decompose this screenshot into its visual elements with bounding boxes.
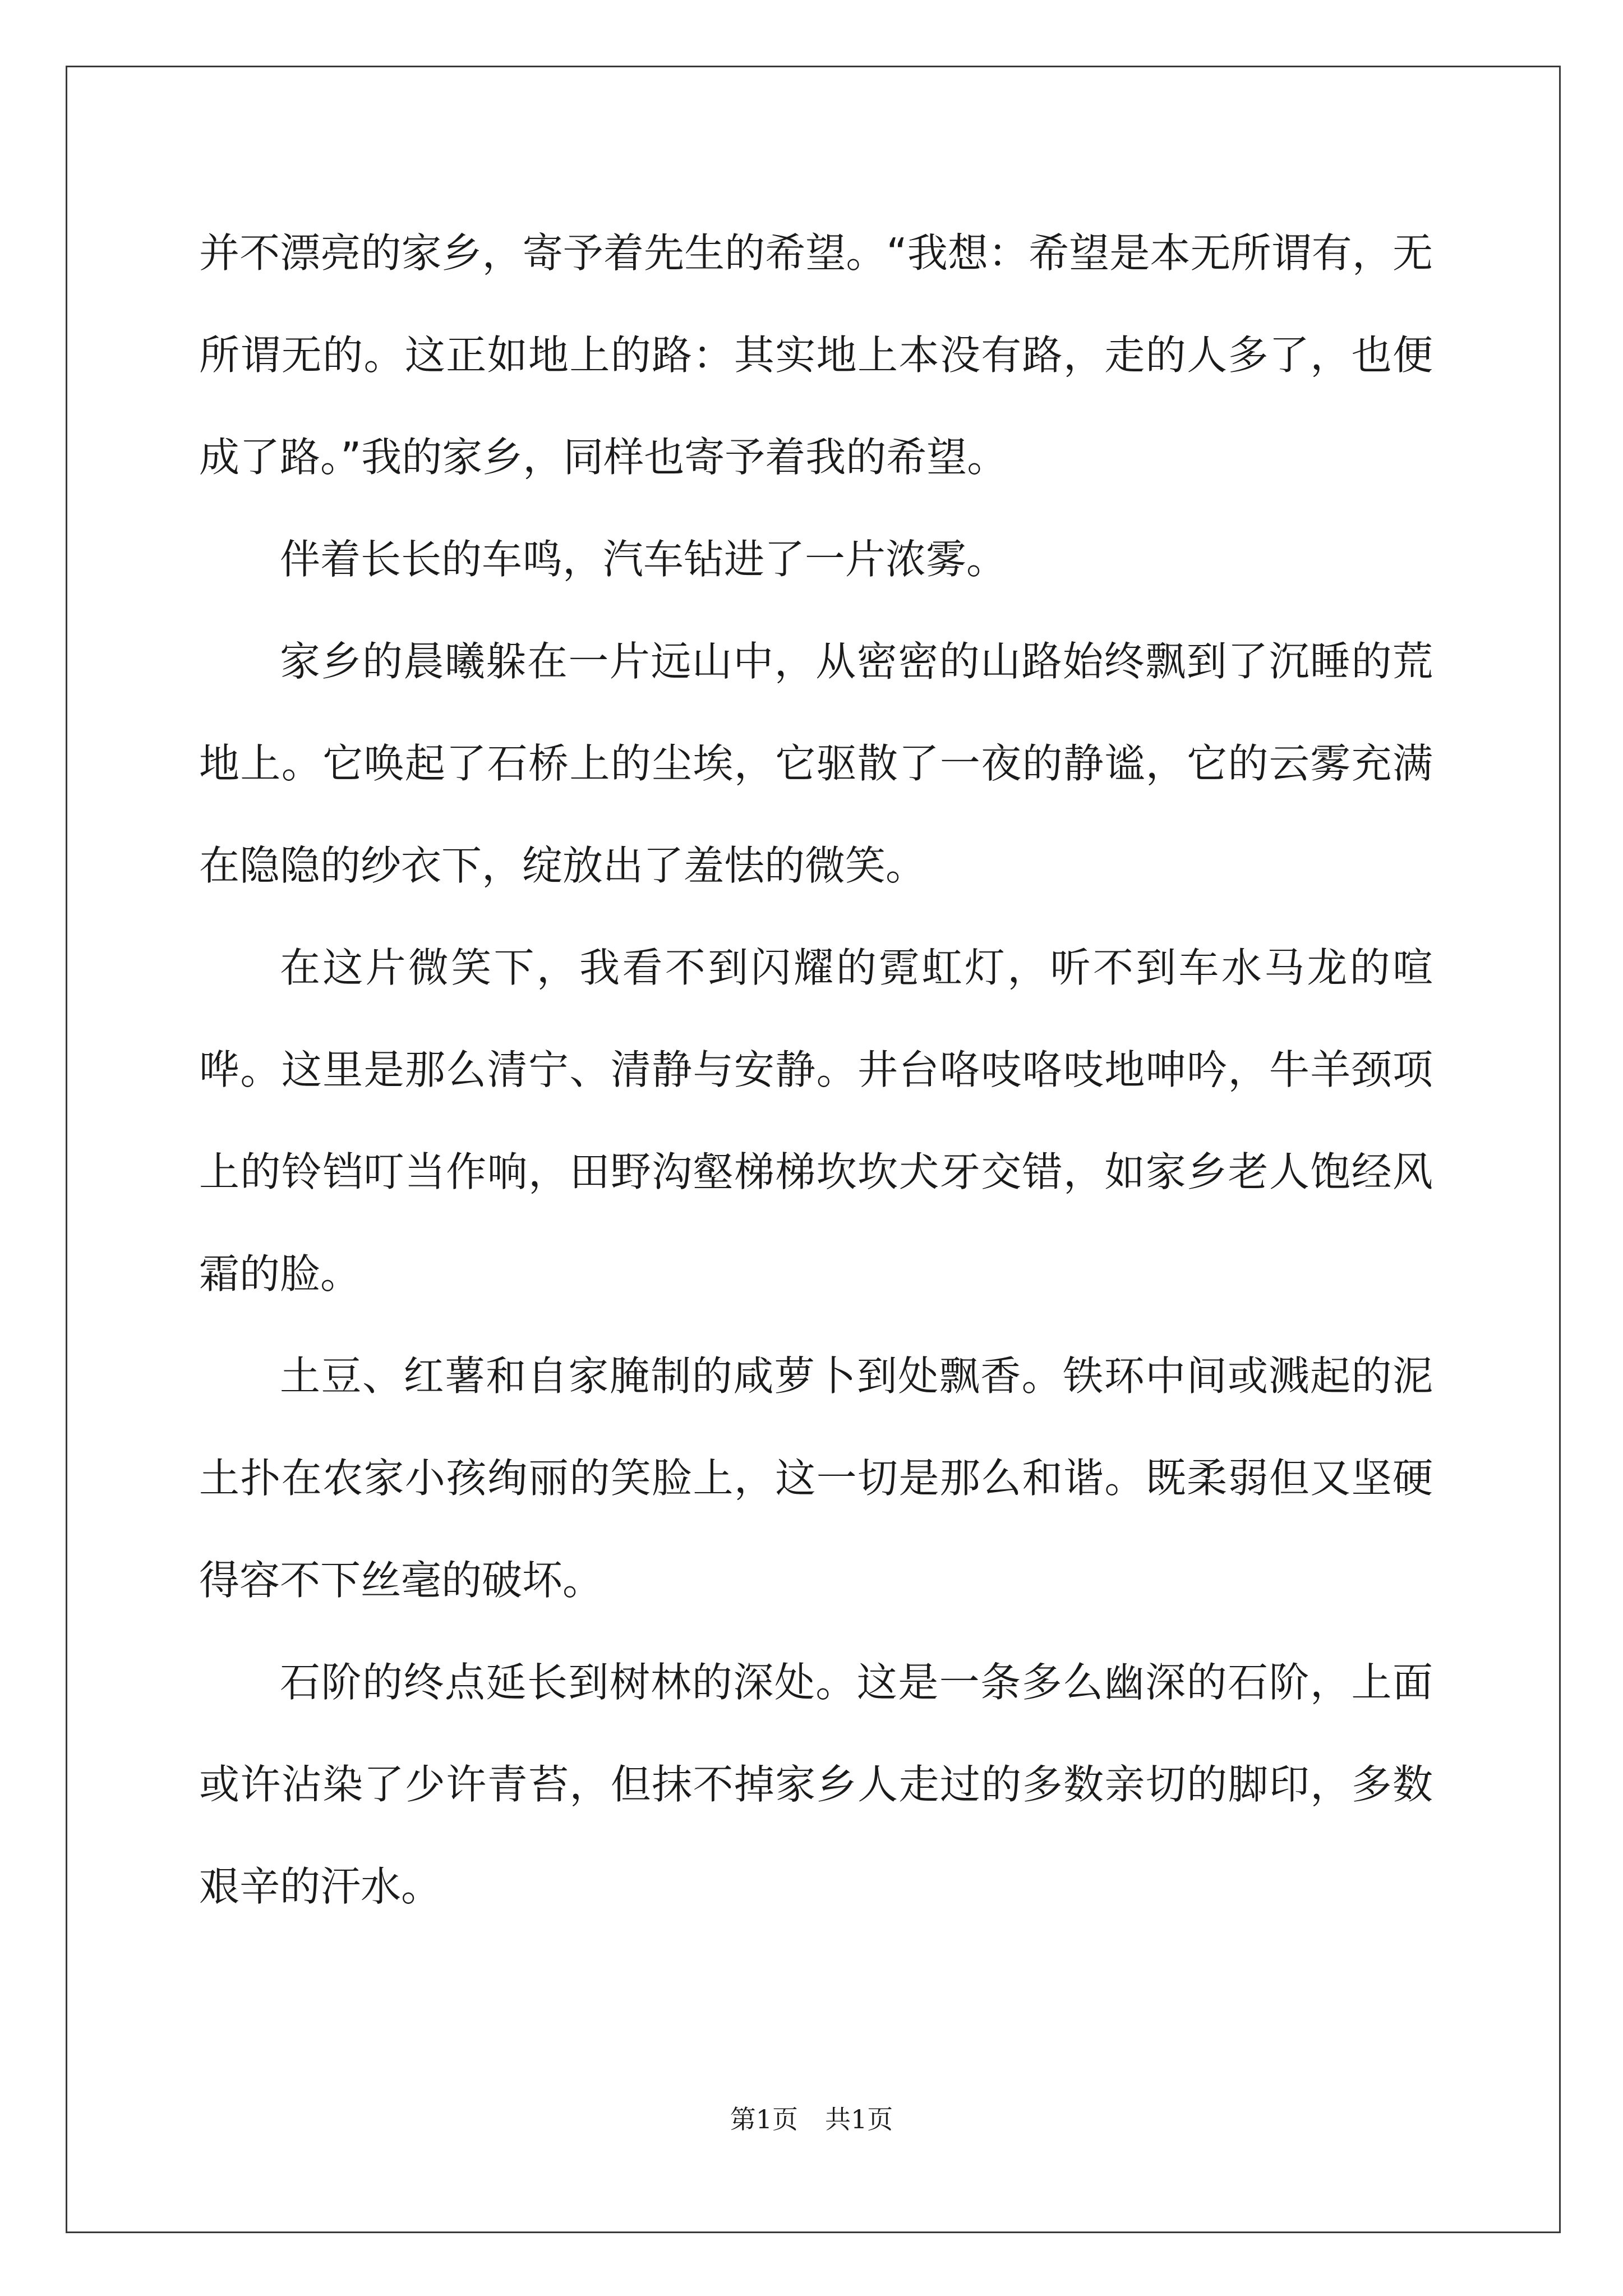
page-number: 第1页 [730,2104,798,2134]
paragraph: 并不漂亮的家乡，寄予着先生的希望。“我想：希望是本无所谓有，无所谓无的。这正如地上的路：其实地上本没有路，走的人多了，也便成了路。”我的家乡，同样也寄予着我的希望。 [199,229,1433,481]
paragraph: 在这片微笑下，我看不到闪耀的霓虹灯，听不到车水马龙的喧哗。这里是那么清宁、清静与安静。井台咯吱咯吱地呻吟，牛羊颈项上的铃铛叮当作响，田野沟壑梯梯坎坎犬牙交错，如家乡老人饱经风霜的脸。 [199,944,1433,1297]
paragraph: 家乡的晨曦躲在一片远山中，从密密的山路始终飘到了沉睡的荒地上。它唤起了石桥上的尘埃，它驱散了一夜的静谧，它的云雾充满在隐隐的纱衣下，绽放出了羞怯的微笑。 [199,638,1433,889]
document-body [199,202,1433,1938]
paragraph: 石阶的终点延长到树林的深处。这是一条多么幽深的石阶，上面或许沾染了少许青苔，但抹不掉家乡人走过的多数亲切的脚印，多数艰辛的汗水。 [199,1659,1433,1910]
page-total: 共1页 [825,2104,893,2134]
page-footer [0,2099,1623,2136]
paragraph: 土豆、红薯和自家腌制的咸萝卜到处飘香。铁环中间或溅起的泥土扑在农家小孩绚丽的笑脸上，这一切是那么和谐。既柔弱但又坚硬得容不下丝毫的破坏。 [199,1352,1433,1604]
paragraph: 伴着长长的车鸣，汽车钻进了一片浓雾。 [280,536,1007,583]
